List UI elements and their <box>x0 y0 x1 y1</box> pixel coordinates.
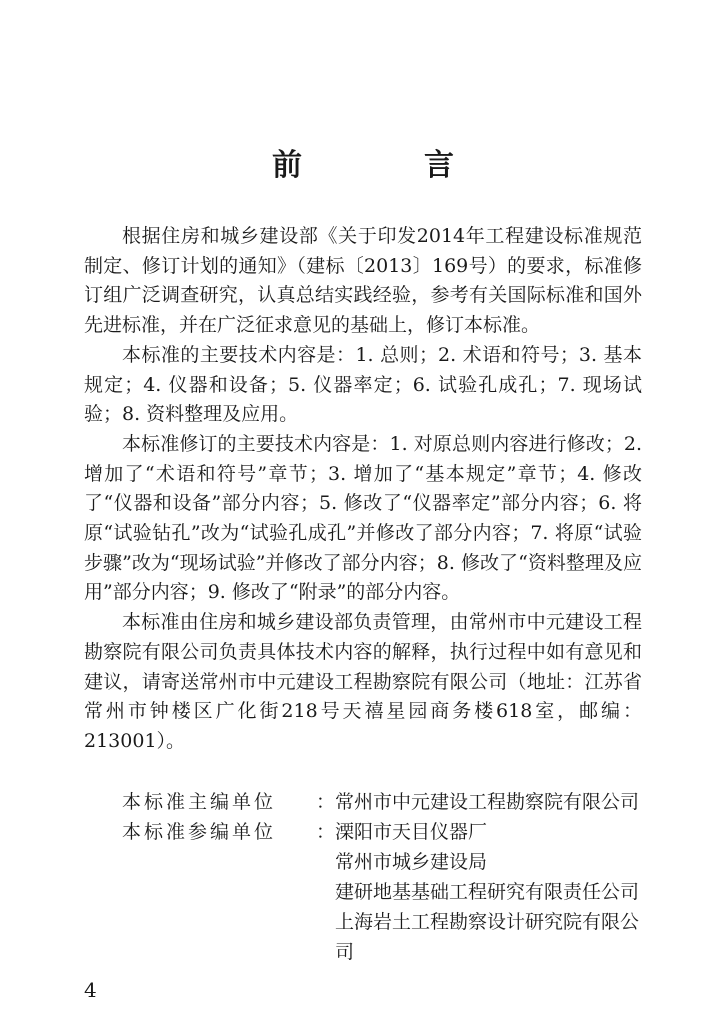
participating-editor-list <box>335 817 642 967</box>
page-number: 4 <box>84 978 97 1002</box>
paragraph-basis: 根据住房和城乡建设部《关于印发2014年工程建设标准规范制定、修订计划的通知》（建标〔2013〕169号）的要求，标准修订组广泛调查研究，认真总结实践经验，参考有关国际标准和国外先进标准，并在广泛征求意见的基础上，修订本标准。 <box>84 225 642 337</box>
chief-editor-unit: 常州市中元建设工程勘察院有限公司 <box>335 791 640 813</box>
chief-editor-colon: ： <box>316 791 336 813</box>
chief-editor-label: 本标准主编单位 <box>122 791 277 813</box>
participating-editor-unit: 建研地基基础工程研究有限责任公司 <box>335 881 640 903</box>
participating-editor-colon: ： <box>316 821 336 843</box>
paragraph-revision-contents: 本标准修订的主要技术内容是：1. 对原总则内容进行修改；2. 增加了“术语和符号”章节；3. 增加了“基本规定”章节；4. 修改了“仪器和设备”部分内容；5. 修改了“仪器率定”部分内容；6. 将原“试验钻孔”改为“试验孔成孔”并修改了部分内容；7. 将原“试验步骤”改为“现场试验”并修改了部分内容；8. 修改了“资料整理及应用”部分内容；9. 修改了“附录”的部分内容。 <box>84 432 642 604</box>
paragraph-management: 本标准由住房和城乡建设部负责管理，由常州市中元建设工程勘察院有限公司负责具体技术内容的解释，执行过程中如有意见和建议，请寄送常州市中元建设工程勘察院有限公司（地址：江苏省常州市钟楼区广化街218号天禧星园商务楼618室，邮编：213001）。 <box>84 611 642 752</box>
editor-units <box>84 787 642 967</box>
participating-editor-unit: 溧阳市天目仪器厂 <box>335 821 488 843</box>
participating-editor-unit: 上海岩土工程勘察设计研究院有限公司 <box>335 911 640 963</box>
participating-editor-row <box>84 817 642 967</box>
chief-editor-row <box>84 787 642 817</box>
paragraph-main-contents: 本标准的主要技术内容是：1. 总则；2. 术语和符号；3. 基本规定；4. 仪器和设备；5. 仪器率定；6. 试验孔成孔；7. 现场试验；8. 资料整理及应用。 <box>84 343 642 426</box>
page-title: 前 言 <box>272 148 500 183</box>
participating-editor-label: 本标准参编单位 <box>122 821 277 843</box>
foreword-body <box>84 222 642 757</box>
participating-editor-unit: 常州市城乡建设局 <box>335 851 488 873</box>
